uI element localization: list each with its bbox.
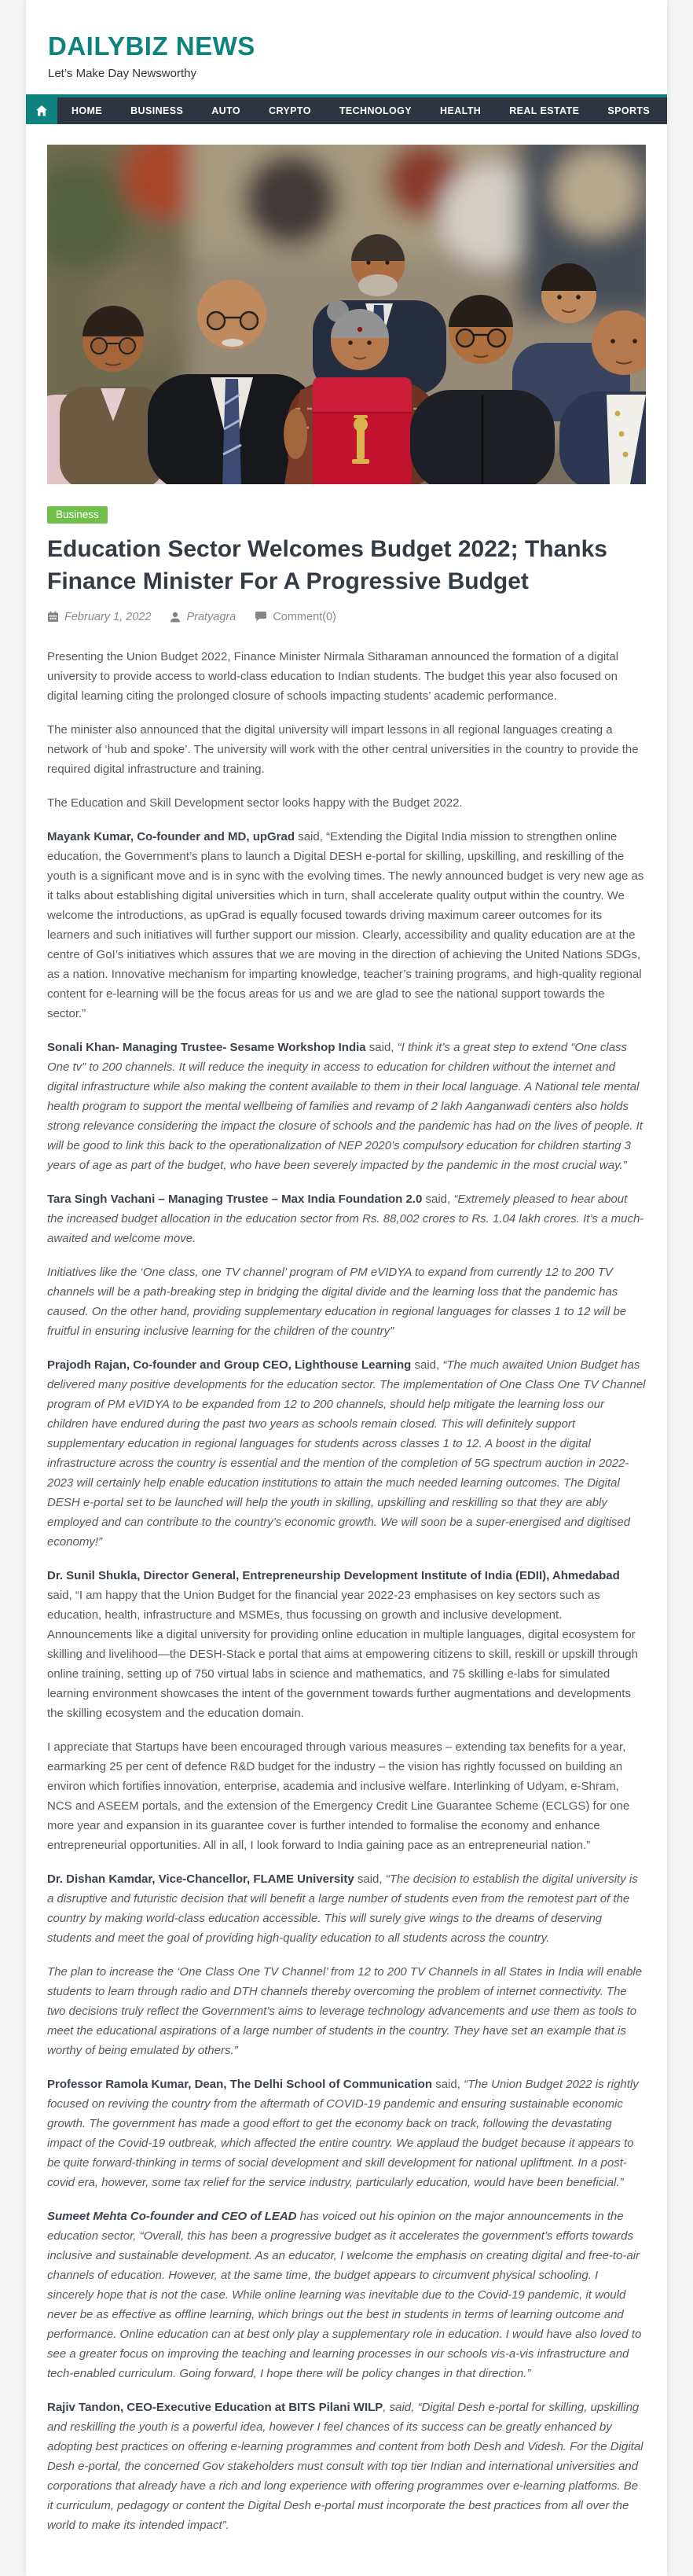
content-card bbox=[26, 0, 667, 2576]
article-paragraph: Dr. Dishan Kamdar, Vice-Chancellor, FLAME University said, “The decision to establish the digital university is a disruptive and futuristic decision that will benefit a large number of students even from the remotest part of the country by making world-class education accessible. This will surely give wings to the dreams of deserving students and meet the goal of providing high-quality education to all students across the country. bbox=[47, 1872, 638, 1945]
nav-item-technology[interactable]: TECHNOLOGY bbox=[339, 105, 412, 116]
article-paragraph: Dr. Sunil Shukla, Director General, Entrepreneurship Development Institute of India (EDII), Ahmedabad said, “I am happy that the Union Budget for the financial year 2022-23 emphasises on key sectors such as education, health, infrastructure and MSMEs, thus focussing on growth and inclusive development. Announcements like a digital university for providing online education in multiple languages, digital ecosystem for skilling and livelihood—the DESH-Stack e portal that aims at empowering citizens to skill, reskill or upskill through online training, setting up of 750 virtual labs in science and mathematics, and 75 skilling e-labs for simulated learning environment showcases the intent of the government towards further augmentations and developments the skilling ecosystem and the education domain. bbox=[47, 1568, 638, 1720]
nav-item-home[interactable]: HOME bbox=[72, 105, 103, 116]
nav-item-health[interactable]: HEALTH bbox=[440, 105, 482, 116]
post-author[interactable] bbox=[170, 611, 236, 623]
article-paragraph: Prajodh Rajan, Co-founder and Group CEO, Lighthouse Learning said, “The much awaited Union Budget has delivered many positive developments for the education sector. The implementation of One Class One TV Channel program of PM eVIDYA to be expanded from 12 to 200 channels, should help mitigate the learning loss our children have endured during the past two years as schools remain closed. This will definitely support supplementary education in regional languages for students across classes 1 to 12. A boost in the digital infrastructure across the country is essential and the mention of the completion of 5G spectrum auction in 2022-2023 will certainly help enable education institutions to attain the much needed learning outcomes. The Digital DESH e-portal set to be launched will help the youth in skilling, upskilling and reskilling so that they are ably employed and can contribute to the country’s economic growth. We will soon be a super-energised and digitised economy!” bbox=[47, 1358, 646, 1549]
page-title: Education Sector Welcomes Budget 2022; Thanks Finance Minister For A Progressive Budget bbox=[47, 536, 607, 594]
post-comments[interactable] bbox=[255, 611, 336, 623]
post-meta bbox=[47, 611, 646, 623]
hero-image bbox=[47, 145, 646, 484]
nav-item-crypto[interactable]: CRYPTO bbox=[269, 105, 311, 116]
article-paragraph: The Education and Skill Development sector looks happy with the Budget 2022. bbox=[47, 796, 463, 810]
comment-icon bbox=[255, 611, 267, 623]
article-paragraph: Initiatives like the ‘One class, one TV channel’ program of PM eVIDYA to expand from currently 12 to 200 TV channels will be a path-breaking step in bridging the digital divide and the learning loss that the pandemic has caused. On the other hand, providing supplementary education in regional languages for classes 1 to 12 will be fruitful in ensuring inclusive learning for the children of the country” bbox=[47, 1265, 627, 1338]
post-author-label: Pratyagra bbox=[186, 610, 236, 623]
article-paragraph: Sumeet Mehta Co-founder and CEO of LEAD has voiced out his opinion on the major announcements in the education sector, “Overall, this has been a progressive budget as it accelerates the government’s efforts towards inclusive and sustainable development. As an educator, I welcome the emphasis on creating digital and free-to-air channels of education. However, at the same time, the budget appears to circumvent physical schooling. I sincerely hope that is not the case. While online learning was inevitable due to the Covid-19 pandemic, it would never be as effective as offline learning, which brings out the best in students in terms of learning outcome and performance. Online education can at best only play a supplementary role in education. I would have also loved to see a greater focus on improving the teaching and learning processes in our schools vis-a-vis infrastructure and tech-enabled curriculum. Going forward, I hope there will be policy changes in that direction.” bbox=[47, 2209, 642, 2380]
home-icon bbox=[35, 105, 48, 117]
author-icon bbox=[170, 612, 181, 623]
post-comments-label: Comment(0) bbox=[273, 610, 336, 623]
nav-item-real-estate[interactable]: REAL ESTATE bbox=[509, 105, 580, 116]
article bbox=[26, 124, 667, 2535]
article-paragraph: The minister also announced that the digital university will impart lessons in all regional languages creating a network of ‘hub and spoke’. The university will work with the other central universities in the country to provide the required digital infrastructure and training. bbox=[47, 722, 639, 776]
calendar-icon bbox=[47, 611, 59, 623]
nav-menu bbox=[57, 97, 664, 124]
article-paragraph: Presenting the Union Budget 2022, Finance Minister Nirmala Sitharaman announced the formation of a digital university to provide access to world-class education to Indian students. The budget this year also focused on digital learning citing the prolonged closure of schools impacting students’ academic performance. bbox=[47, 649, 619, 703]
article-paragraph: Sonali Khan- Managing Trustee- Sesame Workshop India said, “I think it’s a great step to extend “One class One tv” to 200 channels. It will reduce the inequity in access to education for children without the internet and digital infrastructure while also making the content available to them in their local language. A National tele mental health program to support the mental wellbeing of families and revamp of 2 lakh Aanganwadi centers also holds strong relevance considering the impact the closure of schools and the pandemic has had on the lives of people. It will be good to link this back to the operationalization of NEP 2020’s compulsory education for children starting 3 years of age as part of the budget, who have been severely impacted by the pandemic in the most crucial way.” bbox=[47, 1040, 643, 1172]
site-logo[interactable]: DAILYBIZ NEWS bbox=[48, 31, 255, 61]
hero-image-graphic bbox=[47, 145, 646, 484]
article-paragraph: Rajiv Tandon, CEO-Executive Education at BITS Pilani WILP, said, “Digital Desh e-portal for skilling, upskilling and reskilling the youth is a powerful idea, however I feel chances of its success can be greatly enhanced by adopting best practices on offering e-learning programmes and content from both Desh and Videsh. For the Digital Desh e-portal, the concerned Gov stakeholders must consult with top tier Indian and international universities and corporations that already have a rich and long experience with offering programmes over e-learning platforms. Be it curriculum, pedagogy or content the Digital Desh e-portal must incorporate the best practices from all over the world to make its intended impact”. bbox=[47, 2400, 644, 2532]
category-badge[interactable]: Business bbox=[47, 506, 108, 524]
home-button[interactable] bbox=[26, 97, 57, 124]
post-date-label: February 1, 2022 bbox=[64, 610, 152, 623]
article-paragraph: I appreciate that Startups have been encouraged through various measures – extending tax benefits for a year, earmarking 25 per cent of defence R&D budget for the industry – the vision has rightly focussed on building an environ which fortifies innovation, enterprise, academia and inclusive welfare. Interlinking of Udyam, e-Shram, NCS and ASEEM portals, and the extension of the Emergency Credit Line Guarantee Scheme (ECLGS) for one more year and expansion in its guarantee cover is further intended to formalise the economy and enhance entrepreneurial opportunities. All in all, I look forward to India gaining pace as an entrepreneurial nation.” bbox=[47, 1740, 630, 1852]
site-tagline: Let’s Make Day Newsworthy bbox=[48, 67, 196, 80]
nav-item-auto[interactable]: AUTO bbox=[211, 105, 241, 116]
site-header bbox=[26, 0, 667, 94]
article-paragraph: Mayank Kumar, Co-founder and MD, upGrad said, “Extending the Digital India mission to strengthen online education, the Government’s plans to launch a Digital DESH e-portal for skilling, upskilling, and reskilling of the youth is a significant move and is in sync with the evolving times. The newly announced budget is very new age as it talks about establishing digital universities which in turn, shall accelerate quality output within the country. We welcome the introductions, as upGrad is equally focused towards driving maximum career outcomes for its learners and such initiatives will further support our mission. Clearly, accessibility and quality education are at the centre of GoI’s initiatives which assures that we are moving in the direction of achieving the United Nations SDGs, as a nation. Innovative mechanism for imparting knowledge, teacher’s training programs, and high-quality regional content for e-learning will be the focus areas for us and we are glad to see the national support towards the sector.” bbox=[47, 829, 644, 1020]
article-paragraph: The plan to increase the ‘One Class One TV Channel’ from 12 to 200 TV Channels in all States in India will enable students to learn through radio and DTH channels thereby overcoming the problem of internet connectivity. The two decisions truly reflect the Government’s aims to leverage technology advancements and use them as tools to meet the educational aspirations of a large number of students in the country. They have set an example that is worthy of being emulated by others.” bbox=[47, 1964, 643, 2057]
article-body bbox=[47, 647, 646, 2535]
nav-item-sports[interactable]: SPORTS bbox=[607, 105, 651, 116]
post-date bbox=[47, 611, 151, 623]
main-nav bbox=[26, 94, 667, 124]
nav-item-business[interactable]: BUSINESS bbox=[130, 105, 184, 116]
article-paragraph: Professor Ramola Kumar, Dean, The Delhi School of Communication said, “The Union Budget 2022 is rightly focused on reviving the country from the aftermath of COVID-19 pandemic and ensuring sustainable economic growth. The government has made a good effort to get the economy back on track, following the devastating impact of the Covid-19 outbreak, which affected the entire country. We applaud the budget because it appears to be quite forward-thinking in terms of social development and skill development for national upliftment. In a post-covid era, however, some tax relief for the service industry, particularly education, would have been beneficial.” bbox=[47, 2077, 639, 2189]
article-paragraph: Tara Singh Vachani – Managing Trustee – Max India Foundation 2.0 said, “Extremely pleased to hear about the increased budget allocation in the education sector from Rs. 88,002 crores to Rs. 1.04 lakh crores. It’s a much-awaited and welcome move. bbox=[47, 1192, 644, 1245]
